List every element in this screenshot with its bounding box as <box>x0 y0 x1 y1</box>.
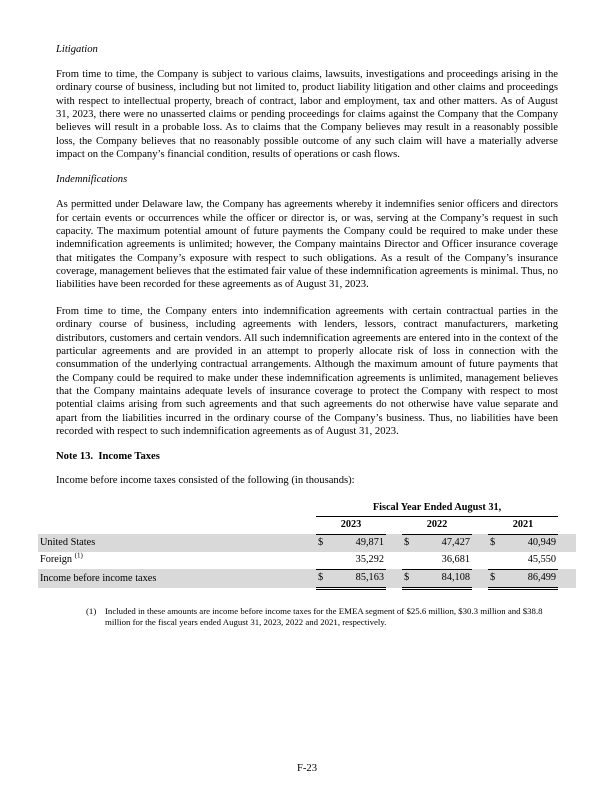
spacer-cell <box>558 517 576 535</box>
paragraph-litigation: From time to time, the Company is subject to various claims, lawsuits, investigations and proceedings arising in the ordinary course of business, including but not limited to, product liability litigation and other claims and proceedings with respect to intellectual property, breach of contract, labor and employment, tax and other matters. As of August 31, 2023, there were no unasserted claims or pending proceedings for claims against the Company that the Company believes will result in a probable loss. As to claims that the Company believes may result in a reasonably possible loss, the Company believes that no reasonably possible outcome of any such claim will have a materially adverse impact on the Company’s financial condition, results of operations or cash flows. <box>56 69 558 161</box>
table-row-total <box>38 569 576 588</box>
table-row-united-states <box>38 534 576 551</box>
spacer-cell <box>38 517 316 535</box>
paragraph-indemnifications-2: From time to time, the Company enters into indemnification agreements with certain contractual parties in the ordinary course of business, including agreements with lenders, lessors, contract manufacturers, marketing distributors, customers and certain vendors. All such indemnification agreements are entered into in the context of the particular agreements and are provided in an attempt to properly allocate risk of loss in connection with the consummation of the underlying contractual arrangements. Although the maximum amount of future payments that the Company could be required to make under these indemnification agreements is unlimited, management believes that the Company maintains adequate levels of insurance coverage to protect the Company with respect to most potential claims arising from such agreements and that such agreements do not otherwise have value separate and apart from the liabilities incurred in the ordinary course of the Company’s business. Thus, no liabilities have been recorded with respect to such indemnification agreements as of August 31, 2023. <box>56 305 558 437</box>
table-row-foreign <box>38 552 576 569</box>
year-header-2022: 2022 <box>402 517 472 535</box>
spacer-cell <box>386 517 402 535</box>
dollar-sign: $ <box>316 569 330 588</box>
value-cell: 85,163 <box>330 569 386 588</box>
value-cell: 49,871 <box>330 534 386 551</box>
value-cell: 84,108 <box>416 569 472 588</box>
spacer-cell <box>558 552 576 569</box>
paragraph-indemnifications-1: As permitted under Delaware law, the Company has agreements whereby it indemnifies senior officers and directors for certain events or occurrences while the officer or director is, or was, serving at the Company’s request in such capacity. The maximum potential amount of future payments the Company could be required to make under these indemnification agreements is unlimited; however, the Company maintains Director and Officer insurance coverage that mitigates the Company’s exposure with respect to such obligations. As a result of the Company’s insurance coverage, management believes that the estimated fair value of these indemnification agreements is minimal. Thus, no liabilities have been recorded for these agreements as of August 31, 2023. <box>56 199 558 291</box>
dollar-sign: $ <box>402 534 416 551</box>
section-heading-litigation: Litigation <box>56 44 98 55</box>
spacer-cell <box>558 569 576 588</box>
table-header-span-row <box>38 500 576 516</box>
year-header-2021: 2021 <box>488 517 558 535</box>
page-number: F-23 <box>296 763 317 774</box>
footnote-marker: (1) <box>86 605 97 616</box>
income-before-taxes-table <box>38 500 576 589</box>
value-cell: 35,292 <box>330 552 386 569</box>
dollar-sign <box>316 552 330 569</box>
value-cell: 86,499 <box>502 569 558 588</box>
dollar-sign: $ <box>316 534 330 551</box>
footnote <box>86 606 558 629</box>
row-label: Income before income taxes <box>38 569 304 588</box>
row-label <box>38 552 304 569</box>
value-cell: 45,550 <box>502 552 558 569</box>
dollar-sign: $ <box>488 534 502 551</box>
value-cell: 40,949 <box>502 534 558 551</box>
table-span-header: Fiscal Year Ended August 31, <box>316 500 558 516</box>
spacer-cell <box>386 552 402 569</box>
row-label: United States <box>38 534 304 551</box>
spacer-cell <box>386 534 402 551</box>
spacer-cell <box>304 534 316 551</box>
spacer-cell <box>386 569 402 588</box>
dollar-sign: $ <box>488 569 502 588</box>
footnote-text: Included in these amounts are income before income taxes for the EMEA segment of $25.6 million, $30.3 million and $38.8 million for the fiscal years ended August 31, 2023, 2022 and 2021, respectively. <box>105 605 543 627</box>
spacer-cell <box>38 500 316 516</box>
table-intro: Income before income taxes consisted of the following (in thousands): <box>56 475 355 487</box>
dollar-sign <box>488 552 502 569</box>
spacer-cell <box>472 552 488 569</box>
year-header-2023: 2023 <box>316 517 386 535</box>
spacer-cell <box>472 534 488 551</box>
spacer-cell <box>472 569 488 588</box>
dollar-sign: $ <box>402 569 416 588</box>
spacer-cell <box>304 569 316 588</box>
dollar-sign <box>402 552 416 569</box>
table-year-header-row <box>38 517 576 535</box>
value-cell: 36,681 <box>416 552 472 569</box>
spacer-cell <box>558 534 576 551</box>
spacer-cell <box>472 517 488 535</box>
value-cell: 47,427 <box>416 534 472 551</box>
note-title: Note 13. Income Taxes <box>56 451 160 463</box>
row-label-text: Foreign <box>40 554 73 566</box>
section-heading-indemnifications: Indemnifications <box>56 174 128 186</box>
spacer-cell <box>304 552 316 569</box>
footnote-reference: (1) <box>74 551 83 560</box>
spacer-cell <box>558 500 576 516</box>
